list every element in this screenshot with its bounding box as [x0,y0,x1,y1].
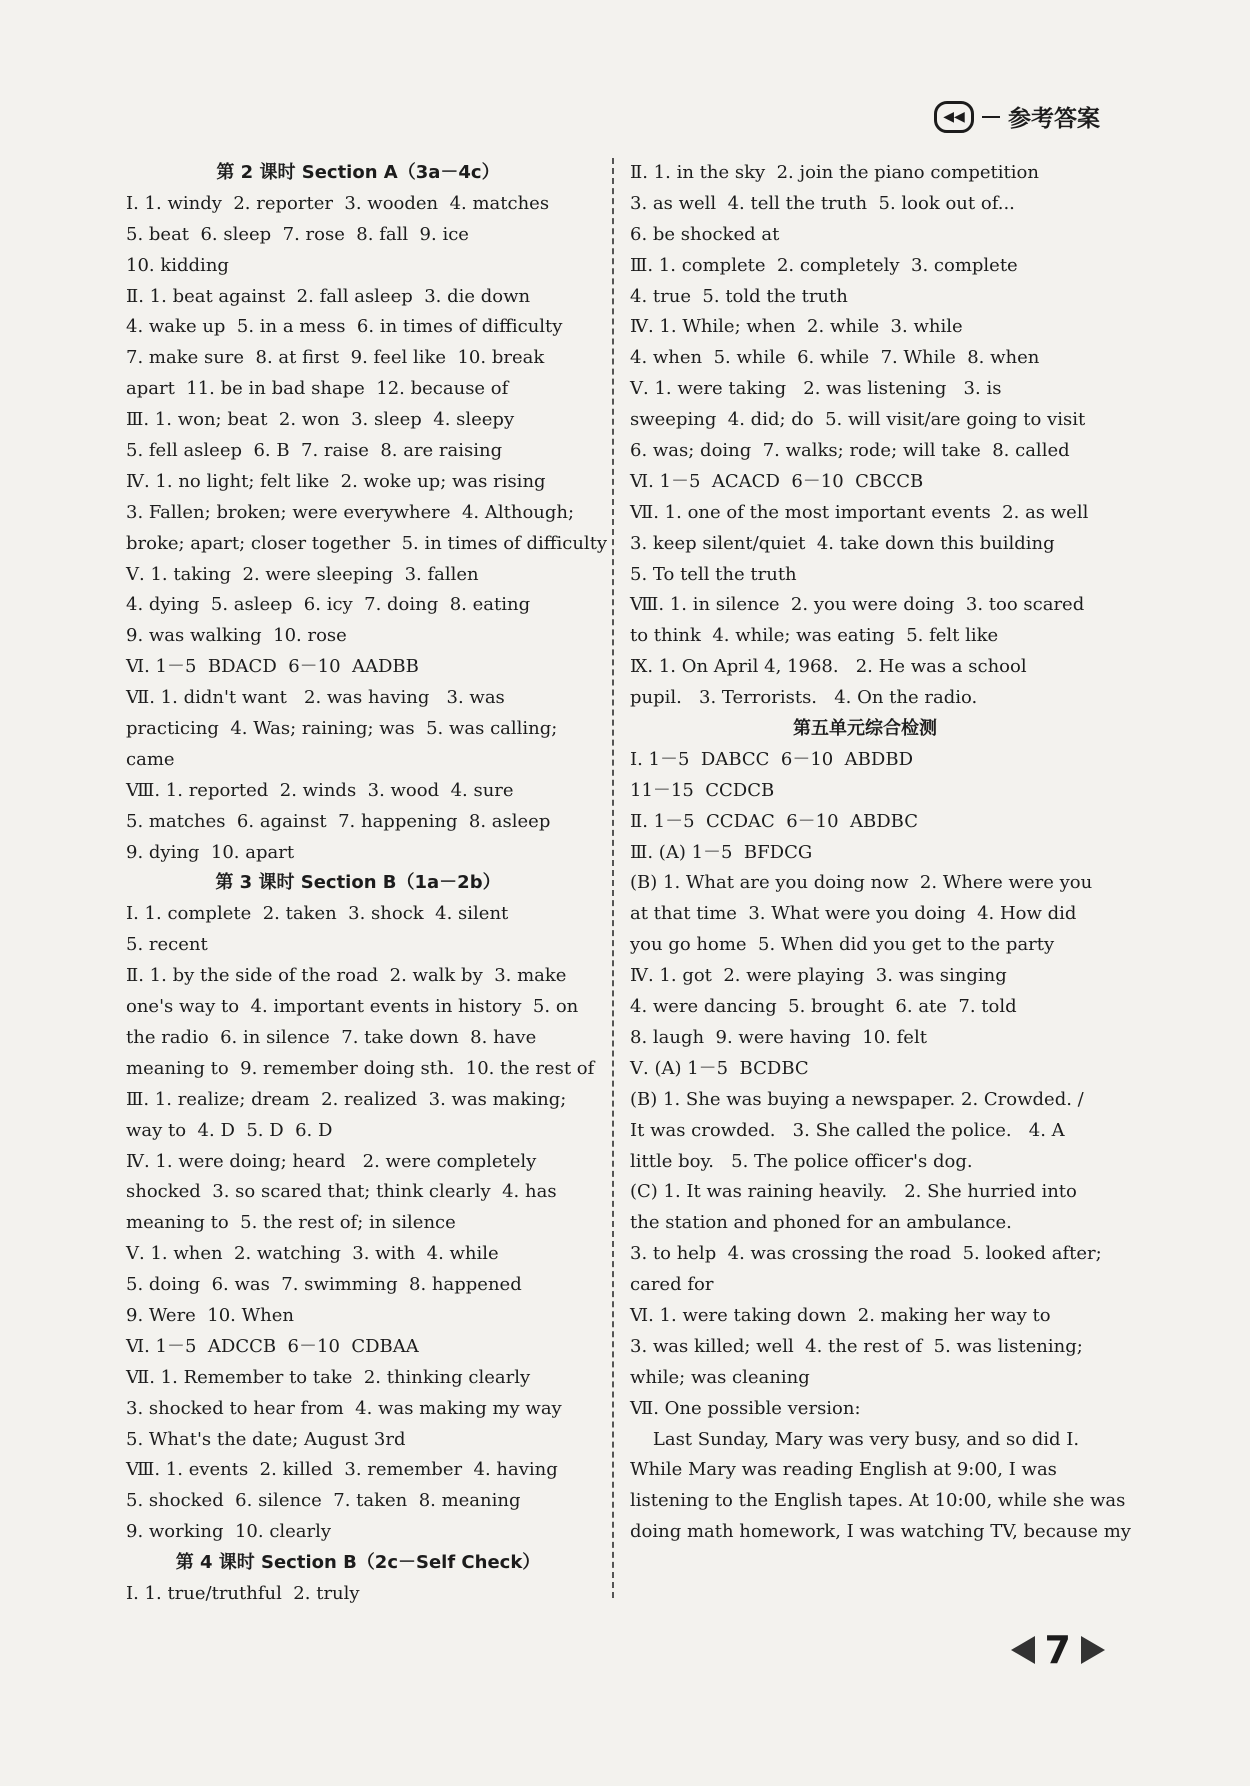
answer-line: Ⅱ. 1－5 CCDAC 6－10 ABDBC [630,810,919,832]
header-title: 参考答案 [1008,106,1100,132]
answer-line: Ⅶ. 1. Remember to take 2. thinking clearly [126,1366,531,1388]
triangle-right-icon [1081,1636,1105,1664]
answer-line: 9. was walking 10. rose [126,625,347,647]
answer-line: little boy. 5. The police officer's dog. [630,1150,973,1172]
answer-line: Ⅵ. 1－5 ADCCB 6－10 CDBAA [126,1335,419,1357]
answer-line: way to 4. D 5. D 6. D [126,1119,333,1141]
answer-line: 5. shocked 6. silence 7. taken 8. meaning [126,1490,521,1512]
section-heading: 第 4 课时 Section B（2c－Self Check） [175,1552,541,1574]
answer-line: 5. doing 6. was 7. swimming 8. happened [126,1274,522,1296]
answer-line: 4. true 5. told the truth [630,285,848,307]
answer-line: cared for [630,1274,714,1296]
answer-line: Ⅲ. 1. realize; dream 2. realized 3. was making; [126,1088,567,1110]
page-header [934,100,1100,133]
answer-line: (B) 1. She was buying a newspaper. 2. Crowded. / [630,1088,1084,1110]
answer-line: practicing 4. Was; raining; was 5. was calling; [126,718,558,740]
answer-line: 8. laugh 9. were having 10. felt [630,1026,927,1048]
answer-line: 3. to help 4. was crossing the road 5. looked after; [630,1243,1102,1265]
page-number: 7 [1044,1628,1071,1672]
answer-line: Ⅳ. 1. no light; felt like 2. woke up; was rising [126,470,546,492]
answer-line: 4. were dancing 5. brought 6. ate 7. told [630,996,1017,1018]
answer-line: Last Sunday, Mary was very busy, and so did I. [630,1428,1080,1450]
answer-line: 4. wake up 5. in a mess 6. in times of difficulty [126,316,563,338]
answer-line: 5. beat 6. sleep 7. rose 8. fall 9. ice [126,223,469,245]
answer-line: the station and phoned for an ambulance. [630,1212,1012,1234]
answer-line: Ⅴ. (A) 1－5 BCDBC [630,1057,809,1079]
answer-line: 6. was; doing 7. walks; rode; will take 8. called [630,440,1070,462]
section-heading: 第 2 课时 Section A（3a－4c） [216,162,500,183]
section-heading: 第五单元综合检测 [793,718,937,740]
answer-line: Ⅱ. 1. in the sky 2. join the piano competition [630,162,1039,183]
answer-line: Ⅰ. 1. complete 2. taken 3. shock 4. silent [126,903,509,925]
answer-line: (C) 1. It was raining heavily. 2. She hurried into [630,1181,1077,1203]
section-heading: 第 3 课时 Section B（1a－2b） [215,872,501,894]
answer-line: the radio 6. in silence 7. take down 8. have [126,1026,537,1048]
answer-line: 3. keep silent/quiet 4. take down this building [630,532,1055,554]
answer-line: to think 4. while; was eating 5. felt like [630,625,999,647]
answer-line: 9. working 10. clearly [126,1521,332,1543]
answer-line: at that time 3. What were you doing 4. How did [630,903,1077,925]
answer-line: apart 11. be in bad shape 12. because of [126,378,509,400]
answer-line: Ⅸ. 1. On April 4, 1968. 2. He was a school [630,656,1027,678]
answer-line: Ⅶ. One possible version: [630,1397,861,1419]
answer-line: Ⅱ. 1. by the side of the road 2. walk by 3. make [126,965,567,987]
answer-line: broke; apart; closer together 5. in times of difficulty [126,532,608,554]
answer-line: meaning to 9. remember doing sth. 10. the rest of [126,1057,595,1079]
answer-line: Ⅵ. 1－5 BDACD 6－10 AADBB [126,656,419,678]
answer-line: 9. dying 10. apart [126,841,295,863]
answer-line: shocked 3. so scared that; think clearly 4. has [126,1181,557,1203]
answer-line: sweeping 4. did; do 5. will visit/are going to visit [630,409,1086,431]
answer-line: came [126,748,175,770]
answer-line: 10. kidding [126,254,229,276]
answer-line: 3. was killed; well 4. the rest of 5. was listening; [630,1335,1083,1357]
answer-line: pupil. 3. Terrorists. 4. On the radio. [630,687,978,709]
answer-line: Ⅲ. 1. complete 2. completely 3. complete [630,254,1018,276]
answer-line: Ⅰ. 1. windy 2. reporter 3. wooden 4. matches [126,192,550,214]
answer-line: 5. recent [126,934,208,956]
left-column [126,158,608,1610]
answer-line: (B) 1. What are you doing now 2. Where were you [630,872,1093,894]
triangle-left-icon [1011,1636,1035,1664]
answer-line: Ⅷ. 1. in silence 2. you were doing 3. too scared [630,594,1085,616]
answer-line: Ⅶ. 1. didn't want 2. was having 3. was [126,687,505,709]
answer-line: doing math homework, I was watching TV, because my [630,1521,1131,1543]
answer-line: It was crowded. 3. She called the police. 4. A [630,1119,1065,1141]
answer-line: 6. be shocked at [630,223,780,245]
right-column [630,158,1131,1548]
answer-line: While Mary was reading English at 9:00, I was [630,1459,1057,1481]
answer-line: Ⅳ. 1. got 2. were playing 3. was singing [630,965,1007,987]
answer-line: Ⅷ. 1. events 2. killed 3. remember 4. having [126,1459,558,1481]
answer-line: 11－15 CCDCB [630,779,775,801]
answer-line: one's way to 4. important events in history 5. on [126,996,579,1018]
answer-line: 4. when 5. while 6. while 7. While 8. when [630,347,1040,369]
answer-line: Ⅰ. 1. true/truthful 2. truly [126,1582,360,1604]
answer-line: 5. fell asleep 6. B 7. raise 8. are raising [126,440,503,462]
answer-line: Ⅳ. 1. were doing; heard 2. were completely [126,1150,537,1172]
answer-line: Ⅴ. 1. taking 2. were sleeping 3. fallen [126,563,479,585]
answer-line: 9. Were 10. When [126,1304,294,1326]
answer-line: 5. What's the date; August 3rd [126,1428,406,1450]
header-dash [982,116,1000,118]
answer-line: Ⅷ. 1. reported 2. winds 3. wood 4. sure [126,779,514,801]
answer-line: 3. shocked to hear from 4. was making my way [126,1397,562,1419]
answer-line: Ⅲ. 1. won; beat 2. won 3. sleep 4. sleepy [126,409,515,431]
answer-line: 5. matches 6. against 7. happening 8. asleep [126,810,551,832]
answer-line: Ⅲ. (A) 1－5 BFDCG [630,841,813,863]
answer-line: Ⅶ. 1. one of the most important events 2. as well [630,501,1089,523]
rewind-icon: ◀◀ [934,101,974,133]
answer-line: Ⅱ. 1. beat against 2. fall asleep 3. die down [126,285,531,307]
answer-line: Ⅳ. 1. While; when 2. while 3. while [630,316,963,338]
page-number-area [1011,1628,1105,1672]
answer-line: 7. make sure 8. at first 9. feel like 10. break [126,347,545,369]
answer-line: 5. To tell the truth [630,563,797,585]
answer-line: Ⅵ. 1－5 ACACD 6－10 CBCCB [630,470,924,492]
answer-line: Ⅴ. 1. when 2. watching 3. with 4. while [126,1243,499,1265]
answer-line: 4. dying 5. asleep 6. icy 7. doing 8. eating [126,594,531,616]
answer-line: 3. as well 4. tell the truth 5. look out of... [630,192,1015,214]
answer-line: listening to the English tapes. At 10:00, while she was [630,1490,1126,1512]
answer-line: Ⅰ. 1－5 DABCC 6－10 ABDBD [630,748,913,770]
answer-line: meaning to 5. the rest of; in silence [126,1212,456,1234]
answer-line: Ⅵ. 1. were taking down 2. making her way to [630,1304,1051,1326]
answer-line: 3. Fallen; broken; were everywhere 4. Although; [126,501,575,523]
answer-line: Ⅴ. 1. were taking 2. was listening 3. is [630,378,1002,400]
answer-line: while; was cleaning [630,1366,810,1388]
column-divider [612,158,614,1598]
answer-line: you go home 5. When did you get to the party [630,934,1055,956]
